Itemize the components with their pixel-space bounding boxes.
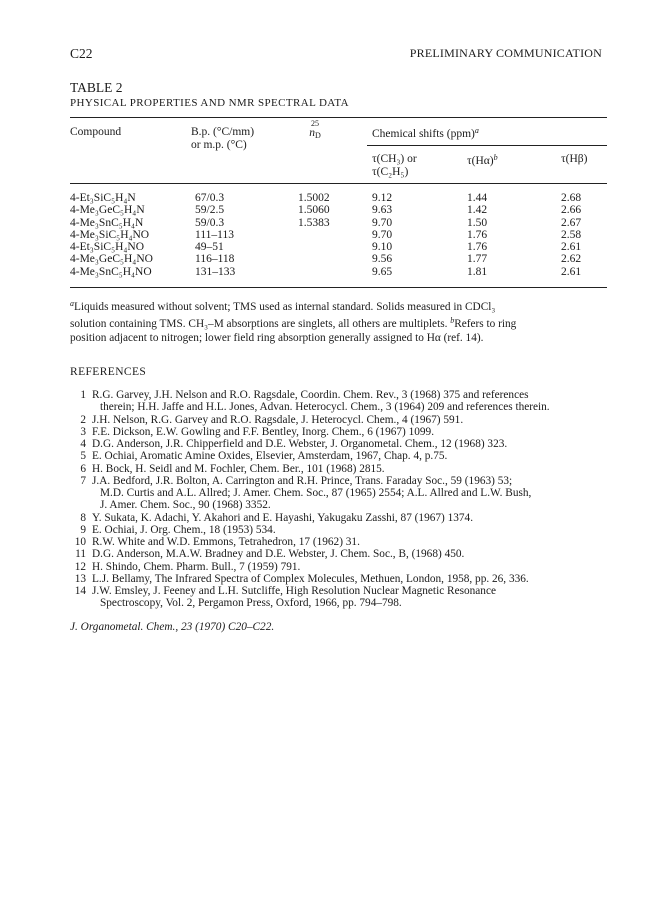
table-cell-nd: 1.5060 [298, 204, 330, 217]
table-cell-h-beta: 2.61 [561, 241, 582, 254]
col-header-nd: 25 $n_D$ [309, 119, 321, 140]
running-title: PRELIMINARY COMMUNICATION [409, 46, 602, 60]
reference-item [70, 548, 615, 560]
table-cell-h-beta: 2.67 [561, 216, 582, 229]
reference-number: 13 [74, 572, 86, 585]
reference-number [70, 597, 86, 609]
journal-citation: J. Organometal. Chem., 23 (1970) C20–C22. [70, 621, 275, 633]
reference-number: 1 [80, 389, 86, 401]
table-cell-h-alpha: 1.76 [467, 228, 488, 241]
reference-item [70, 597, 615, 609]
table-cell-h-beta: 2.68 [561, 192, 582, 204]
reference-item [70, 463, 615, 475]
table-cell-ch3: 9.70 [372, 216, 393, 229]
reference-item [70, 389, 615, 401]
reference-text: therein; H.H. Jaffe and H.L. Jones, Advan. Heterocycl. Chem., 3 (1964) 209 and references therein. [100, 401, 550, 414]
reference-number: 10 [74, 536, 86, 548]
reference-item [70, 426, 615, 438]
table-cell-bp: 111–113 [195, 228, 234, 241]
reference-text: D.G. Anderson, M.A.W. Bradney and D.E. Webster, J. Chem. Soc., B, (1968) 450. [92, 548, 465, 561]
reference-text: J. Amer. Chem. Soc., 90 (1968) 3352. [100, 499, 271, 512]
table-cell-ch3: 9.56 [372, 253, 393, 266]
reference-text: Spectroscopy, Vol. 2, Pergamon Press, Oxford, 1966, pp. 794–798. [100, 597, 402, 610]
reference-text: J.H. Nelson, R.G. Garvey and R.O. Ragsdale, J. Heterocycl. Chem., 4 (1967) 591. [92, 413, 464, 426]
col-header-h-beta: τ(Hβ) [561, 153, 588, 165]
table-header-rule [70, 183, 607, 184]
reference-number [70, 401, 86, 413]
reference-text: R.W. White and W.D. Emmons, Tetrahedron, 17 (1962) 31. [92, 536, 360, 548]
reference-text: Y. Sukata, K. Adachi, Y. Akahori and E. Hayashi, Yakugaku Zasshi, 87 (1967) 1374. [92, 511, 474, 524]
col-header-bp: B.p. (°C/mm) or m.p. (°C) [191, 126, 255, 151]
table-cell-h-beta: 2.61 [561, 265, 582, 278]
reference-item [70, 401, 615, 413]
col-h-alpha [467, 192, 487, 278]
table-cell-h-alpha: 1.77 [467, 253, 488, 266]
table-title: PHYSICAL PROPERTIES AND NMR SPECTRAL DATA [70, 97, 349, 109]
reference-item [70, 524, 615, 536]
table-footnote: $^a$Liquids measured without solvent; TMS used as internal standard. Solids measured in CDCl₃ solution containing TMS. CH₃–M absorptions are singlets, all others are multiplets. $^b$Refers to ring position adjacent to nitrogen; lower field ring absorption generally assigned to Hα (ref. 14). [70, 299, 517, 344]
reference-item [70, 585, 615, 597]
reference-list [70, 389, 615, 610]
reference-text: M.D. Curtis and A.L. Allred; J. Amer. Chem. Soc., 87 (1965) 2554; A.L. Allred and L.W. Bush, [100, 487, 532, 499]
reference-number: 3 [80, 425, 86, 438]
shifts-subheader-rule [367, 145, 607, 146]
table-cell-h-alpha: 1.81 [467, 265, 488, 278]
reference-item [70, 438, 615, 450]
reference-text: J.A. Bedford, J.R. Bolton, A. Carrington and R.H. Prince, Trans. Faraday Soc., 59 (1963) 53; [92, 474, 513, 487]
table-row-compound: 4-Et₃SiC₅H₄NO [70, 241, 145, 254]
table-cell-h-beta: 2.58 [561, 228, 582, 241]
reference-number: 9 [80, 523, 86, 536]
col-nd [298, 192, 330, 229]
col-bp [195, 192, 235, 278]
table-cell-bp: 116–118 [195, 253, 235, 266]
reference-text: D.G. Anderson, J.R. Chipperfield and D.E. Webster, J. Organometal. Chem., 12 (1968) 323. [92, 438, 508, 450]
col-compound [70, 192, 153, 278]
table-cell-bp: 59/0.3 [195, 216, 225, 229]
reference-item [70, 561, 615, 573]
table-cell-nd: 1.5002 [298, 192, 330, 204]
reference-number: 11 [75, 548, 86, 561]
table-cell-bp: 67/0.3 [195, 192, 225, 204]
reference-number: 12 [74, 560, 86, 573]
reference-number [70, 487, 86, 499]
col-header-compound: Compound [70, 126, 122, 138]
table-row-compound: 4-Me₃SiC₅H₄NO [70, 228, 150, 241]
reference-number [70, 499, 86, 511]
table-cell-bp: 59/2.5 [195, 204, 225, 217]
table-bottom-rule [70, 287, 607, 288]
table-row-compound: 4-Me₃SnC₅H₄NO [70, 265, 152, 278]
reference-number: 8 [80, 511, 86, 524]
reference-number: 5 [80, 450, 86, 463]
table-cell-h-alpha: 1.76 [467, 241, 488, 254]
reference-text: E. Ochiai, J. Org. Chem., 18 (1953) 534. [92, 523, 276, 536]
reference-item [70, 487, 615, 499]
col-header-ch3: τ(CH₃) or τ(C₂H₅) [372, 153, 417, 178]
table-cell-ch3: 9.12 [372, 192, 393, 204]
reference-number: 7 [80, 474, 86, 487]
reference-item [70, 512, 615, 524]
col-ch3 [372, 192, 392, 278]
table-label: TABLE 2 [70, 80, 123, 95]
col-header-h-alpha: $\tau(H\alpha)^b$ [467, 153, 498, 168]
page-number: C22 [70, 46, 93, 61]
table-cell-ch3: 9.65 [372, 265, 393, 278]
table-cell-nd: 1.5383 [298, 216, 330, 229]
table-cell-h-beta: 2.66 [561, 204, 582, 217]
references-heading: REFERENCES [70, 366, 147, 378]
table-cell-h-alpha: 1.50 [467, 216, 488, 229]
reference-text: L.J. Bellamy, The Infrared Spectra of Complex Molecules, Methuen, London, 1958, pp. 26, 336. [92, 572, 529, 585]
reference-number: 4 [80, 438, 86, 450]
reference-item [70, 573, 615, 585]
table-cell-h-alpha: 1.44 [467, 192, 488, 204]
table-row-compound: 4-Et₃SiC₅H₄N [70, 192, 136, 204]
table-cell-ch3: 9.63 [372, 204, 393, 217]
table-cell-ch3: 9.70 [372, 228, 393, 241]
table-cell-h-alpha: 1.42 [467, 204, 488, 217]
reference-number: 14 [74, 585, 86, 597]
reference-item [70, 499, 615, 511]
col-h-beta [561, 192, 581, 278]
reference-text: E. Ochiai, Aromatic Amine Oxides, Elsevier, Amsterdam, 1967, Chap. 4, p.75. [92, 450, 448, 463]
reference-item [70, 450, 615, 462]
table-row-compound: 4-Me₃GeC₅H₄N [70, 204, 145, 217]
reference-number: 2 [80, 413, 86, 426]
reference-text: F.E. Dickson, E.W. Gowling and F.F. Bentley, Inorg. Chem., 6 (1967) 1099. [92, 425, 435, 438]
table-cell-h-beta: 2.62 [561, 253, 582, 266]
reference-item [70, 536, 615, 548]
table-cell-bp: 131–133 [195, 265, 236, 278]
reference-text: J.W. Emsley, J. Feeney and L.H. Sutcliffe, High Resolution Nuclear Magnetic Resonance [92, 585, 496, 597]
table-row-compound: 4-Me₃SnC₅H₄N [70, 216, 144, 229]
table-cell-ch3: 9.10 [372, 241, 393, 254]
table-row-compound: 4-Me₃GeC₅H₄NO [70, 253, 153, 266]
col-header-shifts: Chemical shifts (ppm)$^a$ [372, 126, 479, 141]
table-cell-bp: 49–51 [195, 241, 224, 254]
table-top-rule [70, 117, 607, 118]
reference-text: H. Shindo, Chem. Pharm. Bull., 7 (1959) 791. [92, 560, 301, 573]
reference-item [70, 475, 615, 487]
reference-text: R.G. Garvey, J.H. Nelson and R.O. Ragsdale, Coordin. Chem. Rev., 3 (1968) 375 and references [92, 389, 529, 401]
reference-item [70, 414, 615, 426]
reference-number: 6 [80, 462, 86, 475]
reference-text: H. Bock, H. Seidl and M. Fochler, Chem. Ber., 101 (1968) 2815. [92, 462, 385, 475]
